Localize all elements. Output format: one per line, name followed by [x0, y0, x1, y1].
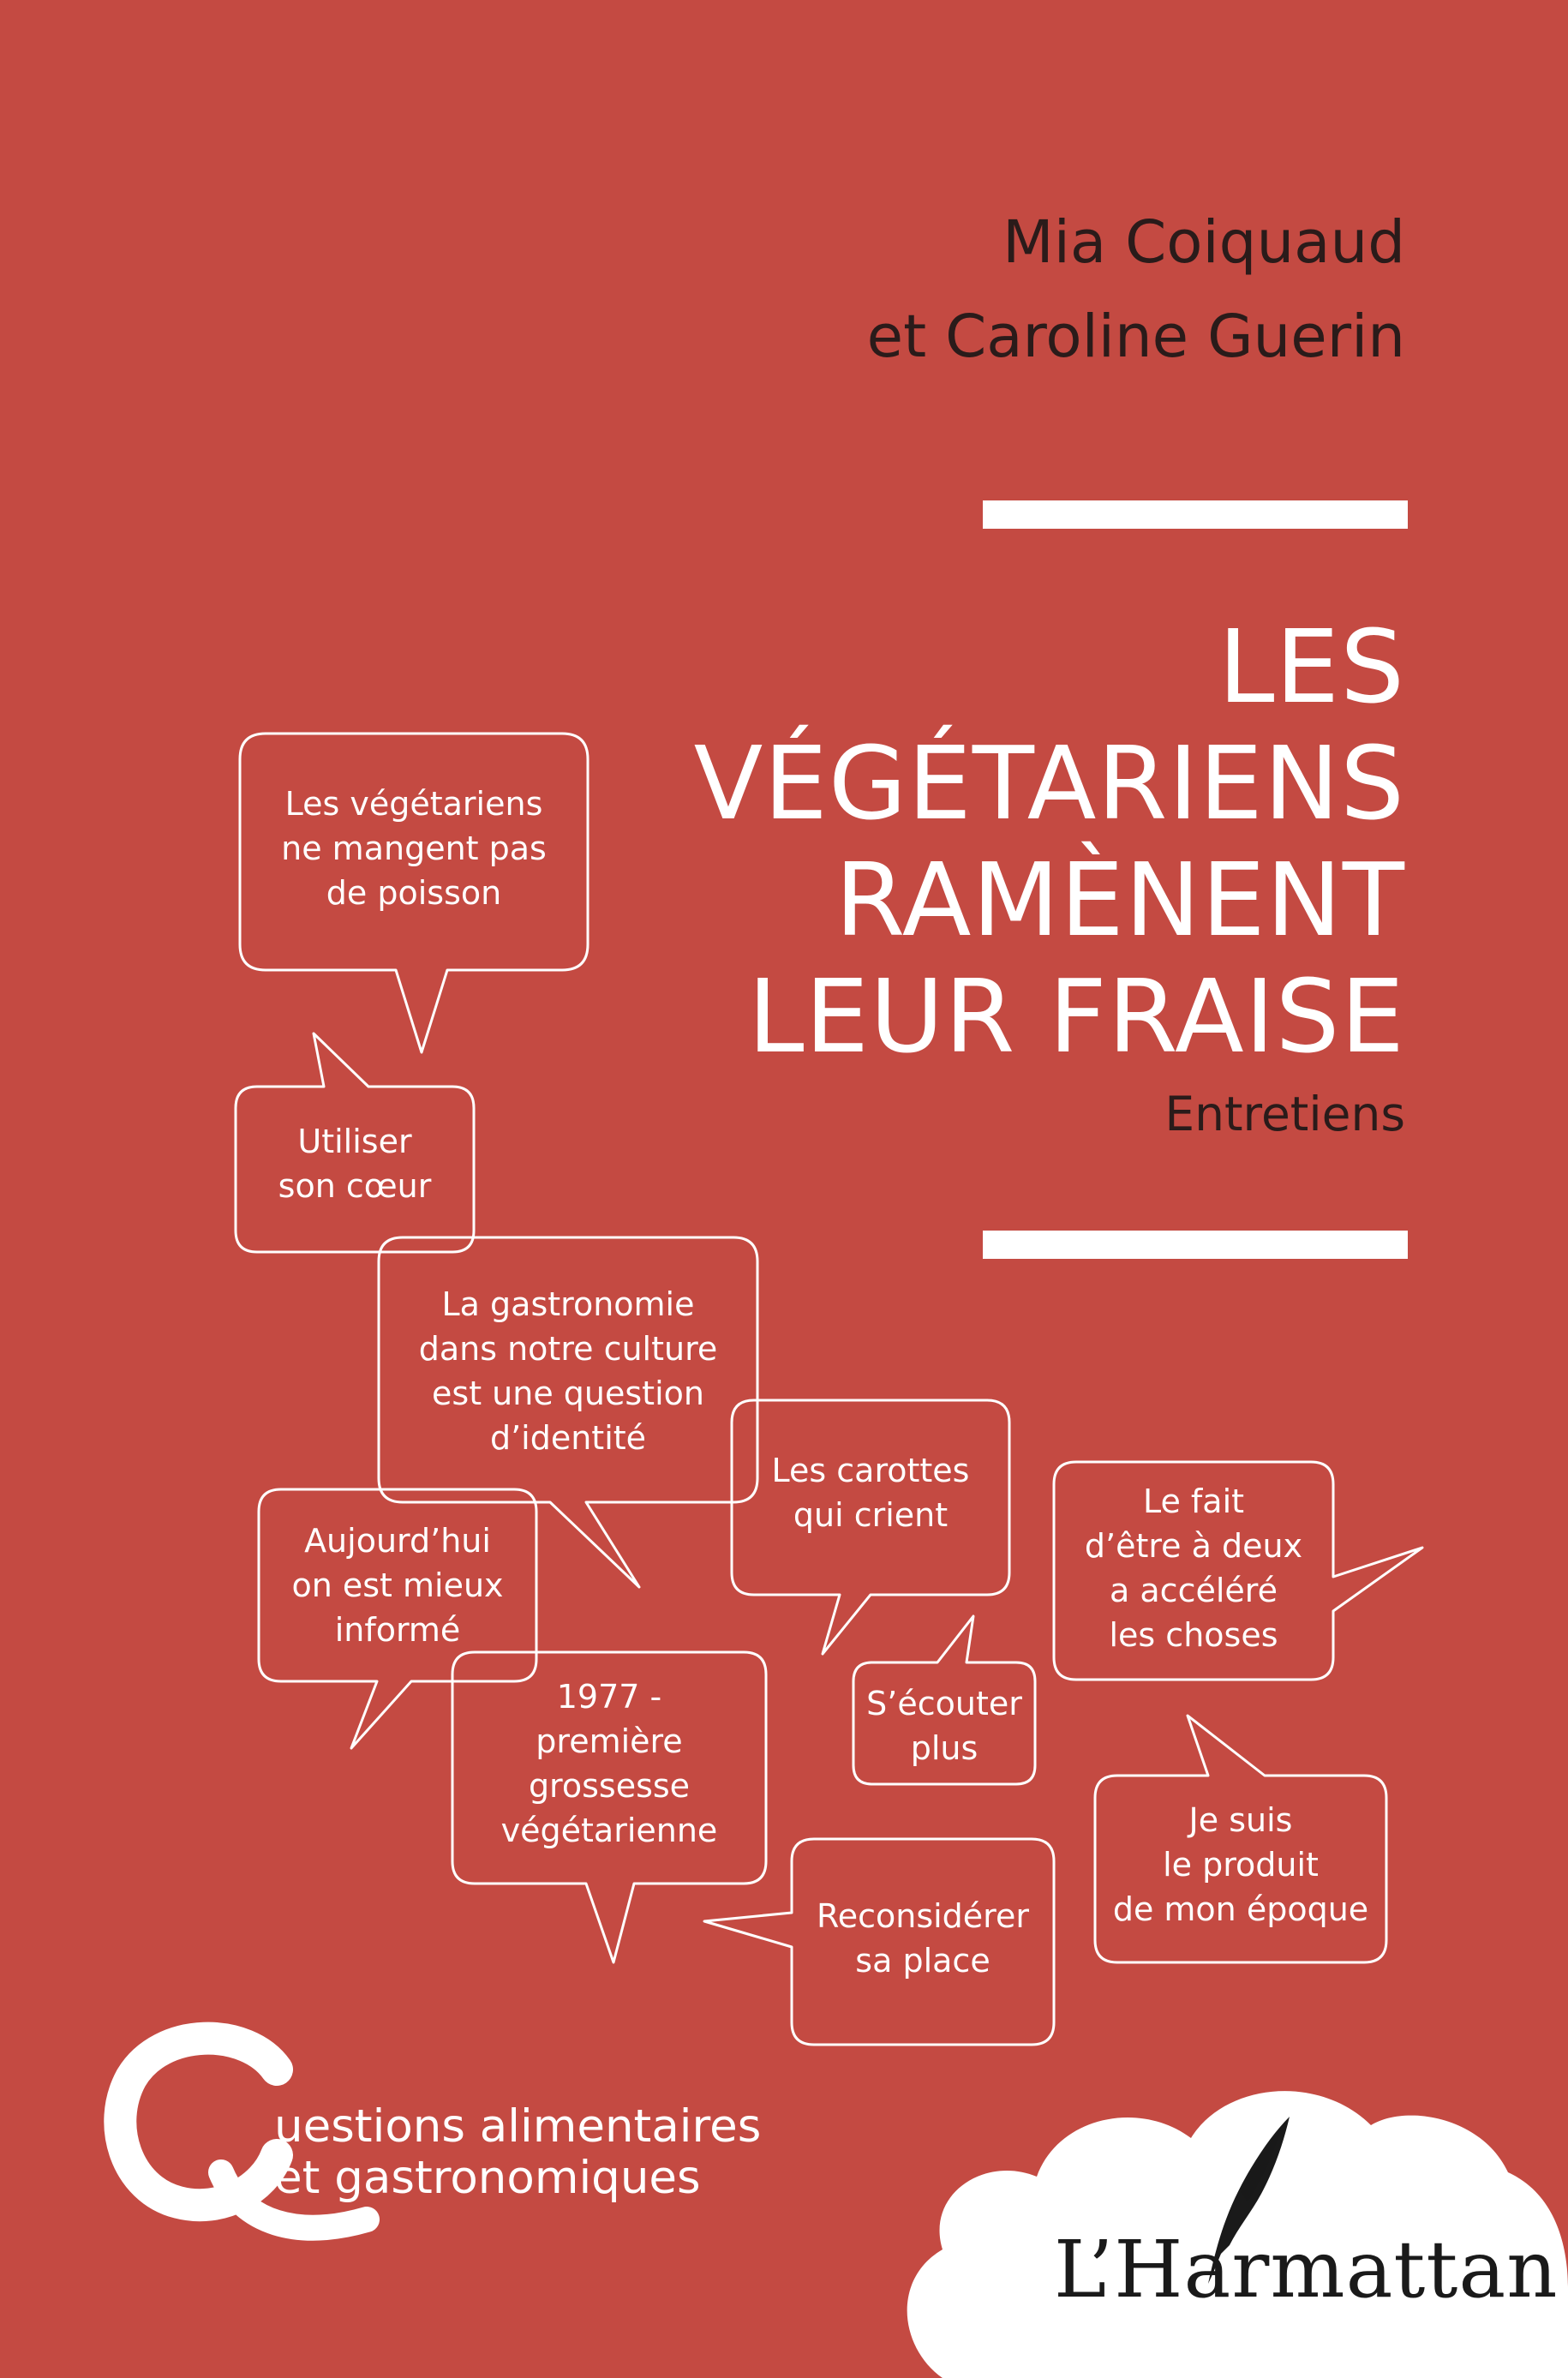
bubble-10-line-2: sa place: [855, 1942, 990, 1980]
bubble-5-line-2: on est mieux: [291, 1566, 504, 1604]
bubble-2-line-1: Utiliser: [297, 1123, 412, 1160]
bubble-9-line-1: Je suis: [1188, 1801, 1293, 1839]
bubble-2-line-2: son cœur: [278, 1167, 432, 1205]
bubble-text-5: [259, 1518, 536, 1652]
title-line-3: RAMÈNENT: [835, 841, 1405, 959]
bubble-1-line-2: ne mangent pas: [281, 830, 547, 867]
bubble-5-line-1: Aujourd’hui: [304, 1522, 491, 1560]
bubble-6-line-3: grossesse: [528, 1767, 691, 1805]
author-line-2: et Caroline Guerin: [866, 302, 1405, 371]
bubble-7-line-1: S’écouter: [866, 1685, 1022, 1722]
bubble-text-6: [452, 1674, 766, 1853]
bubble-text-3: [379, 1282, 757, 1460]
bubble-text-4: [732, 1448, 1009, 1537]
bubble-10-line-1: Reconsidérer: [817, 1897, 1029, 1935]
bubble-6-line-1: 1977 -: [556, 1678, 662, 1716]
bubble-7-line-2: plus: [910, 1729, 979, 1767]
bubble-text-7: [853, 1681, 1035, 1770]
bubble-8-line-3: a accéléré: [1110, 1572, 1278, 1609]
bubble-text-1: [240, 782, 588, 915]
title-line-2: VÉGÉTARIENS: [693, 724, 1405, 842]
bubble-1-line-1: Les végétariens: [284, 785, 543, 823]
bubble-8-line-4: les choses: [1109, 1616, 1278, 1654]
bubble-text-8: [1054, 1479, 1333, 1657]
bubble-4-line-2: qui crient: [793, 1496, 949, 1534]
series-line-1: uestions alimentaires: [274, 2100, 762, 2153]
author-line-1: Mia Coiquaud: [1002, 208, 1405, 277]
bubble-6-line-2: première: [536, 1722, 683, 1760]
bubble-text-2: [236, 1119, 474, 1208]
bubble-text-10: [792, 1894, 1054, 1983]
bubble-8-line-2: d’être à deux: [1084, 1527, 1303, 1565]
bubble-8-line-1: Le fait: [1142, 1483, 1245, 1520]
title-line-4: LEUR FRAISE: [747, 957, 1405, 1075]
bubble-1-line-3: de poisson: [326, 874, 502, 912]
series-name: [274, 2101, 761, 2204]
bubble-9-line-2: le produit: [1163, 1846, 1319, 1884]
bubble-3-line-3: est une question: [432, 1375, 704, 1412]
bubble-text-9: [1095, 1798, 1386, 1932]
bubble-3-line-2: dans notre culture: [418, 1330, 718, 1368]
bubble-6-line-4: végétarienne: [500, 1812, 718, 1849]
bubble-5-line-3: informé: [334, 1611, 461, 1649]
title-line-1: LES: [1218, 608, 1405, 726]
publisher-name: L’Harmattan: [1054, 2224, 1559, 2315]
bubble-3-line-1: La gastronomie: [441, 1285, 695, 1323]
bubble-3-line-4: d’identité: [489, 1419, 647, 1457]
series-line-2: et gastronomiques: [274, 2152, 701, 2204]
subtitle: Entretiens: [1164, 1087, 1405, 1141]
bubble-9-line-3: de mon époque: [1112, 1890, 1369, 1928]
bubble-4-line-1: Les carottes: [771, 1452, 970, 1489]
